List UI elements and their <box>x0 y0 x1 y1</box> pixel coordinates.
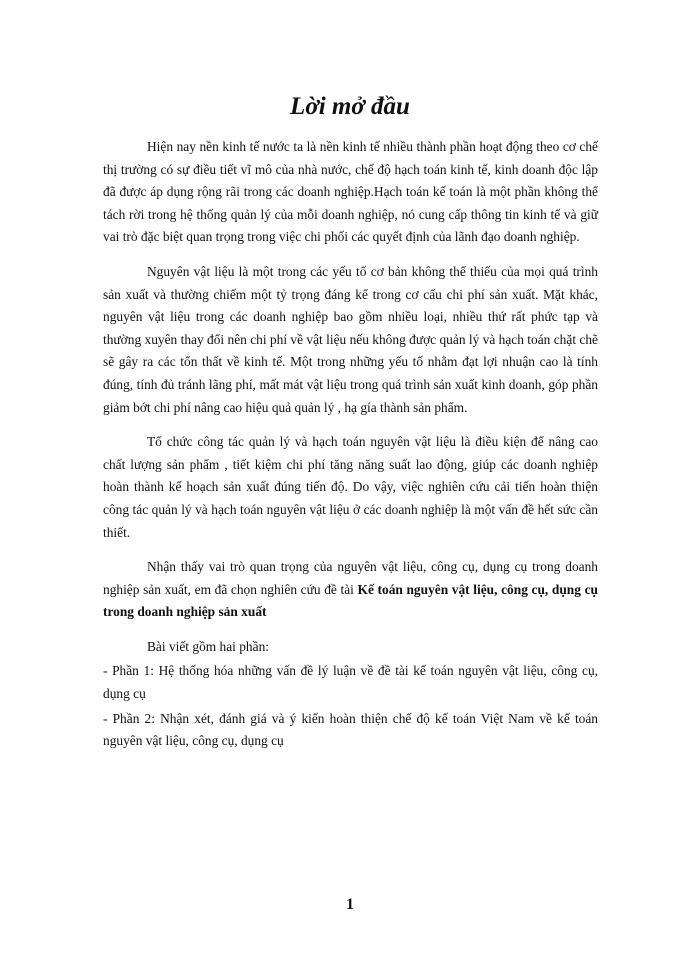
paragraph-economy: Hiện nay nền kinh tế nước ta là nền kinh tế nhiều thành phần hoạt động theo cơ chế thị trường có sự điều tiết vĩ mô của nhà nước, chế độ hạch toán kinh tế, kinh doanh độc lập đã được áp dụng rộng rãi trong các doanh nghiệp.Hạch toán kế toán là một phần không thể tách rời trong hệ thống quản lý của mỗi doanh nghiệp, nó cung cấp thông tin kinh tế và giữ vai trò đặc biệt quan trọng trong việc chi phối các quyết định của lãnh đạo doanh nghiệp. <box>103 139 598 245</box>
outline-item-part-2: - Phần 2: Nhận xét, đánh giá và ý kiến hoàn thiện chế độ kế toán Việt Nam về kế toán nguyên vật liệu, công cụ, dụng cụ <box>103 710 598 749</box>
outline-item-part-1: - Phần 1: Hệ thống hóa những vấn đề lý luận về đề tài kế toán nguyên vật liệu, công cụ, dụng cụ <box>103 663 598 702</box>
document-body <box>103 136 598 755</box>
paragraph-management: Tổ chức công tác quản lý và hạch toán nguyên vật liệu là điều kiện để nâng cao chất lượng sản phẩm , tiết kiệm chi phí tăng năng suất lao động, giúp các doanh nghiệp hoàn thành kế hoạch sản xuất đúng tiến độ. Do vậy, việc nghiên cứu cải tiến hoàn thiện công tác quản lý và hạch toán nguyên vật liệu ở các doanh nghiệp là một vấn đề hết sức cần thiết. <box>103 434 598 540</box>
document-title: Lời mở đầu <box>290 93 410 120</box>
paragraph-topic <box>103 556 598 624</box>
page-number: 1 <box>346 896 354 913</box>
topic-title: Kế toán nguyên vật liệu, công cụ, dụng cụ trong doanh nghiệp sản xuất <box>103 581 598 620</box>
paragraph-materials: Nguyên vật liệu là một trong các yếu tố cơ bản không thể thiếu của mọi quá trình sản xuất và thường chiếm một tỷ trọng đáng kể trong cơ cấu chi phí sản xuất. Mặt khác, nguyên vật liệu trong các doanh nghiệp bao gồm nhiều loại, nhiều thứ rất phức tạp và thường xuyên thay đổi nên chi phí về vật liệu nếu không được quản lý và hạch toán chặt chẽ sẽ gây ra các tổn thất về kinh tế. Một trong những yếu tố nhằm đạt lợi nhuận cao là tính đúng, tính đủ tránh lãng phí, mất mát vật liệu trong quá trình sản xuất kinh doanh, góp phần giảm bớt chi phí nâng cao hiệu quả quản lý , hạ gía thành sản phẩm. <box>103 263 598 415</box>
topic-intro-text: Nhận thấy vai trò quan trọng của nguyên vật liệu, công cụ, dụng cụ trong doanh nghiệp sản xuất, em đã chọn nghiên cứu đề tài <box>103 559 598 597</box>
outline-intro: Bài viết gồm hai phần: <box>147 638 269 654</box>
